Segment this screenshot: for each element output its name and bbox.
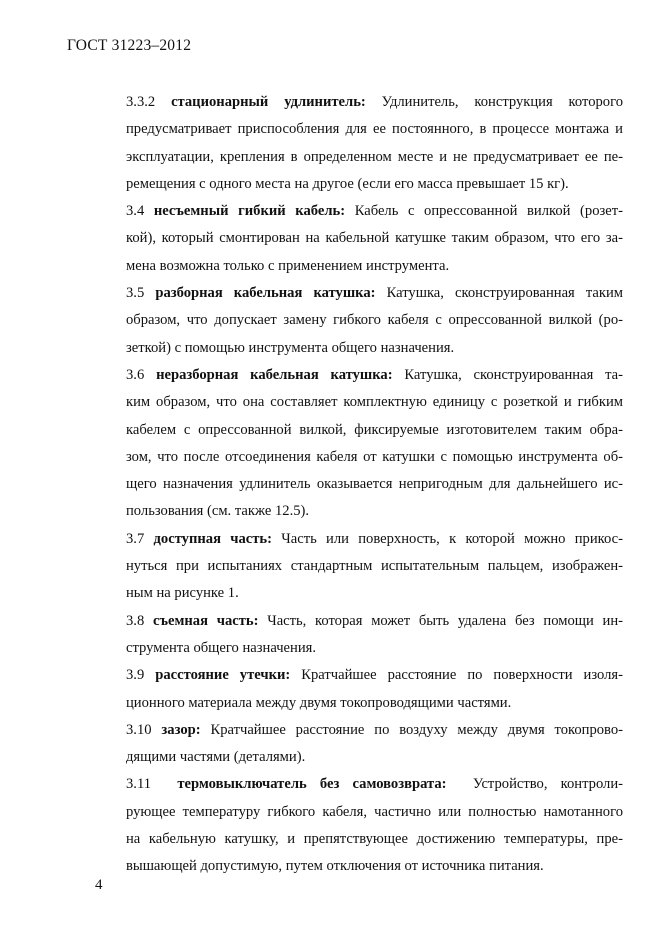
definition-text: Устройство, контроли- xyxy=(472,776,624,793)
paragraph-line xyxy=(95,608,623,635)
paragraph-line: зеткой) с помощью инструмента общего назначения. xyxy=(126,339,455,356)
definition-paragraph xyxy=(95,198,623,280)
defined-term: разборная кабельная катушка: xyxy=(155,285,376,302)
defined-term: расстояние утечки: xyxy=(155,667,291,684)
paragraph-line: рующее температуру гибкого кабеля, частично или полностью намотанного xyxy=(126,803,623,820)
paragraph-line: пользования (см. также 12.5). xyxy=(126,503,310,520)
definition-text: Кабель с опрессованной вилкой (розет- xyxy=(354,203,623,220)
paragraph-line: струмента общего назначения. xyxy=(126,639,317,656)
definition-paragraph xyxy=(95,662,623,717)
defined-term: доступная часть: xyxy=(153,530,272,547)
defined-term: съемная часть: xyxy=(152,612,259,629)
defined-term: несъемный гибкий кабель: xyxy=(153,203,346,220)
clause-number: 3.5 xyxy=(126,285,145,302)
clause-number: 3.10 xyxy=(126,721,152,738)
definition-paragraph xyxy=(95,280,623,362)
definitions-section xyxy=(95,89,623,881)
definition-text: Кратчайшее расстояние по воздуху между двумя токопрово- xyxy=(210,721,623,738)
definition-paragraph xyxy=(95,771,623,880)
definition-paragraph xyxy=(95,608,623,663)
defined-term: стационарный удлинитель: xyxy=(171,94,366,110)
paragraph-line: эксплуатации, крепления в определенном месте и не предусматривает ее пе- xyxy=(126,148,623,165)
definition-paragraph xyxy=(95,362,623,526)
paragraph-line: предусматривает приспособления для ее постоянного, в процессе монтажа и xyxy=(126,121,623,138)
paragraph-line xyxy=(95,662,623,689)
paragraph-line: на кабельную катушку, и препятствующее достижению температуры, пре- xyxy=(126,831,623,848)
paragraph-line xyxy=(95,280,623,307)
definition-paragraph xyxy=(95,89,623,198)
definition-text: Часть, которая может быть удалена без помощи ин- xyxy=(267,612,623,629)
definition-text: Удлинитель, конструкция которого xyxy=(381,94,624,110)
paragraph-line: образом, что допускает замену гибкого кабеля с опрессованной вилкой (ро- xyxy=(126,312,623,329)
clause-number: 3.7 xyxy=(126,530,145,547)
paragraph-line: нуться при испытаниях стандартным испытательным пальцем, изображен- xyxy=(126,558,623,575)
defined-term: зазор: xyxy=(161,721,201,738)
paragraph-line: кабелем с опрессованной вилкой, фиксируемые изготовителем таким обра- xyxy=(126,421,623,438)
paragraph-line: зом, что после отсоединения кабеля от катушки с помощью инструмента об- xyxy=(126,448,623,465)
clause-number: 3.4 xyxy=(126,203,145,220)
paragraph-line xyxy=(95,771,623,798)
clause-number: 3.9 xyxy=(126,667,145,684)
paragraph-line xyxy=(95,717,623,744)
definition-paragraph xyxy=(95,526,623,608)
definition-text: Катушка, сконструированная таким xyxy=(386,285,624,302)
definition-paragraph xyxy=(95,717,623,772)
defined-term: термовыключатель без самовозврата: xyxy=(177,776,447,793)
paragraph-line xyxy=(95,89,623,116)
document-header: ГОСТ 31223–2012 xyxy=(67,37,192,54)
definition-text: Катушка, сконструированная та- xyxy=(404,366,624,383)
definition-text: Часть или поверхность, к которой можно прикос- xyxy=(281,530,623,547)
paragraph-line: ционного материала между двумя токопроводящими частями. xyxy=(126,694,512,711)
paragraph-line: ким образом, что она составляет комплектную единицу с розеткой и гибким xyxy=(126,394,623,411)
paragraph-line: дящими частями (деталями). xyxy=(126,749,306,766)
clause-number: 3.6 xyxy=(126,366,145,383)
paragraph-line xyxy=(95,526,623,553)
page-number: 4 xyxy=(95,877,103,893)
clause-number: 3.3.2 xyxy=(126,94,156,110)
definition-text: Кратчайшее расстояние по поверхности изоля- xyxy=(301,667,623,684)
paragraph-line xyxy=(95,198,623,225)
paragraph-line xyxy=(95,362,623,389)
defined-term: неразборная кабельная катушка: xyxy=(156,366,393,383)
paragraph-line: мена возможна только с применением инструмента. xyxy=(126,257,450,274)
clause-number: 3.11 xyxy=(126,776,151,793)
paragraph-line: ным на рисунке 1. xyxy=(126,585,239,602)
clause-number: 3.8 xyxy=(126,612,145,629)
paragraph-line: вышающей допустимую, путем отключения от источника питания. xyxy=(126,858,544,875)
paragraph-line: ремещения с одного места на другое (если его масса превышает 15 кг). xyxy=(126,175,569,192)
paragraph-line: кой), который смонтирован на кабельной катушке таким образом, что его за- xyxy=(126,230,623,247)
paragraph-line: щего назначения удлинитель оказывается непригодным для дальнейшего ис- xyxy=(126,476,623,493)
